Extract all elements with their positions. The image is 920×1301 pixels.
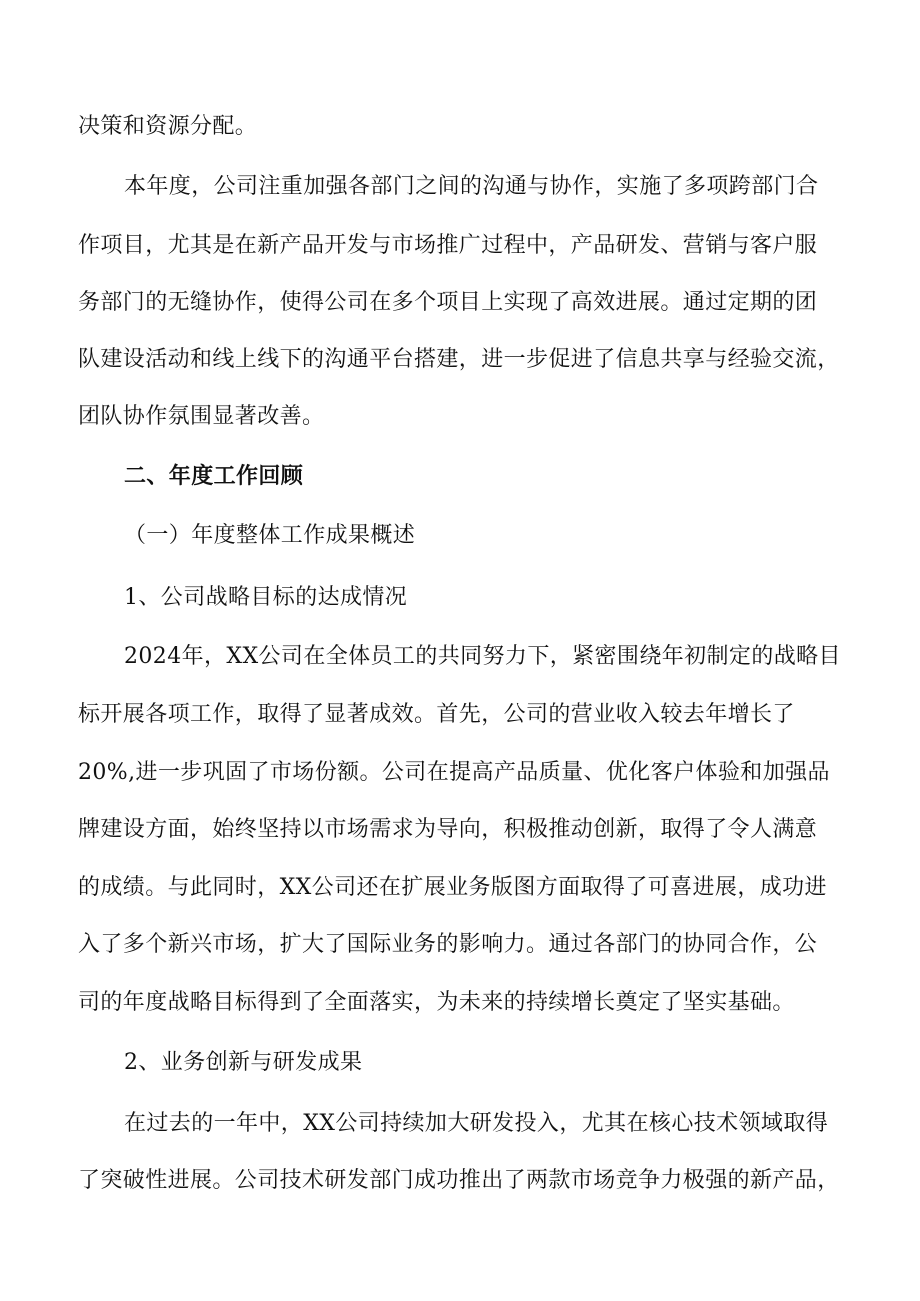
text-line: 牌建设方面，始终坚持以市场需求为导向，积极推动创新，取得了令人满意 bbox=[78, 817, 818, 842]
text-line: 入了多个新兴市场，扩大了国际业务的影响力。通过各部门的协同合作，公 bbox=[78, 932, 818, 957]
section-heading: 二、年度工作回顾 bbox=[124, 464, 304, 489]
text-line: 2024年，XX公司在全体员工的共同努力下，紧密围绕年初制定的战略目 bbox=[124, 644, 841, 669]
text-line: 队建设活动和线上线下的沟通平台搭建，进一步促进了信息共享与经验交流， bbox=[78, 347, 840, 372]
subsection-heading: （一）年度整体工作成果概述 bbox=[124, 523, 416, 548]
item-heading: 1、公司战略目标的达成情况 bbox=[124, 585, 408, 610]
text-line: 务部门的无缝协作，使得公司在多个项目上实现了高效进展。通过定期的团 bbox=[78, 290, 818, 315]
text-line: 作项目，尤其是在新产品开发与市场推广过程中，产品研发、营销与客户服 bbox=[78, 233, 818, 258]
item-heading: 2、业务创新与研发成果 bbox=[124, 1050, 363, 1075]
text-line: 在过去的一年中，XX公司持续加大研发投入，尤其在核心技术领域取得 bbox=[124, 1111, 829, 1136]
text-line: 本年度，公司注重加强各部门之间的沟通与协作，实施了多项跨部门合 bbox=[124, 174, 819, 199]
text-line: 决策和资源分配。 bbox=[78, 114, 258, 139]
text-line: 团队协作氛围显著改善。 bbox=[78, 404, 325, 429]
text-line: 标开展各项工作，取得了显著成效。首先，公司的营业收入较去年增长了 bbox=[78, 702, 795, 727]
text-line: 了突破性进展。公司技术研发部门成功推出了两款市场竞争力极强的新产品， bbox=[78, 1168, 840, 1193]
text-line: 20%,进一步巩固了市场份额。公司在提高产品质量、优化客户体验和加强品 bbox=[78, 760, 830, 785]
text-line: 的成绩。与此同时，XX公司还在扩展业务版图方面取得了可喜进展，成功进 bbox=[78, 875, 827, 900]
text-line: 司的年度战略目标得到了全面落实，为未来的持续增长奠定了坚实基础。 bbox=[78, 990, 795, 1015]
